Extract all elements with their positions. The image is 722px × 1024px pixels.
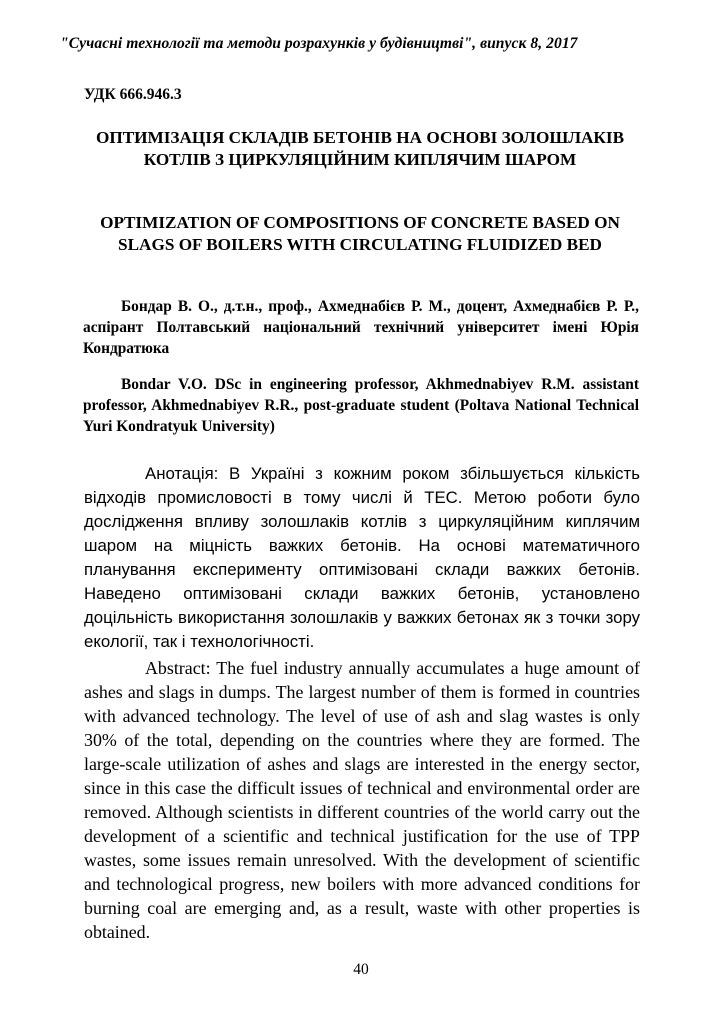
running-header: "Сучасні технології та методи розрахунків у будівництві", випуск 8, 2017 bbox=[60, 35, 578, 52]
page-number: 40 bbox=[353, 961, 369, 978]
authors-english: Bondar V.O. DSc in engineering professor, Akhmednabiyev R.M. assistant professor, Akhmednabiyev R.R., post-graduate student (Poltava National Technical Yuri Kondratyuk University) bbox=[83, 376, 639, 435]
annotation-paragraph: Анотація: В Україні з кожним роком збільшується кількість відходів промисловості в тому числі й ТЕС. Метою роботи було дослідження впливу золошлаків котлів з циркуляційним киплячим шаром на міцність важких бетонів. На основі математичного планування експерименту оптимізовані склади важких бетонів. Наведено оптимізовані склади важких бетонів, установлено доцільність використання золошлаків у важких бетонах як з точки зору екології, так і технологічності. bbox=[84, 464, 640, 651]
authors-ukrainian: Бондар В. О., д.т.н., проф., Ахмеднабієв Р. М., доцент, Ахмеднабієв Р. Р., аспірант Полтавський національний технічний університет імені Юрія Кондратюка bbox=[83, 298, 639, 357]
title-ukrainian: ОПТИМІЗАЦІЯ СКЛАДІВ БЕТОНІВ НА ОСНОВІ ЗОЛОШЛАКІВ КОТЛІВ З ЦИРКУЛЯЦІЙНИМ КИПЛЯЧИМ ШАРОМ bbox=[95, 128, 625, 169]
udk-code: УДК 666.946.3 bbox=[84, 86, 182, 103]
title-english: OPTIMIZATION OF COMPOSITIONS OF CONCRETE BASED ON SLAGS OF BOILERS WITH CIRCULATING FLUIDIZED BED bbox=[100, 213, 620, 254]
abstract-paragraph: Abstract: The fuel industry annually accumulates a huge amount of ashes and slags in dumps. The largest number of them is formed in countries with advanced technology. The level of use of ash and slag wastes is only 30% of the total, depending on the countries where they are formed. The large-scale utilization of ashes and slags are interested in the energy sector, since in this case the difficult issues of technical and environmental order are removed. Although scientists in different countries of the world carry out the development of a scientific and technical justification for the use of TPP wastes, some issues remain unresolved. With the development of scientific and technological progress, new boilers with more advanced conditions for burning coal are emerging and, as a result, waste with other properties is obtained. bbox=[84, 658, 640, 942]
